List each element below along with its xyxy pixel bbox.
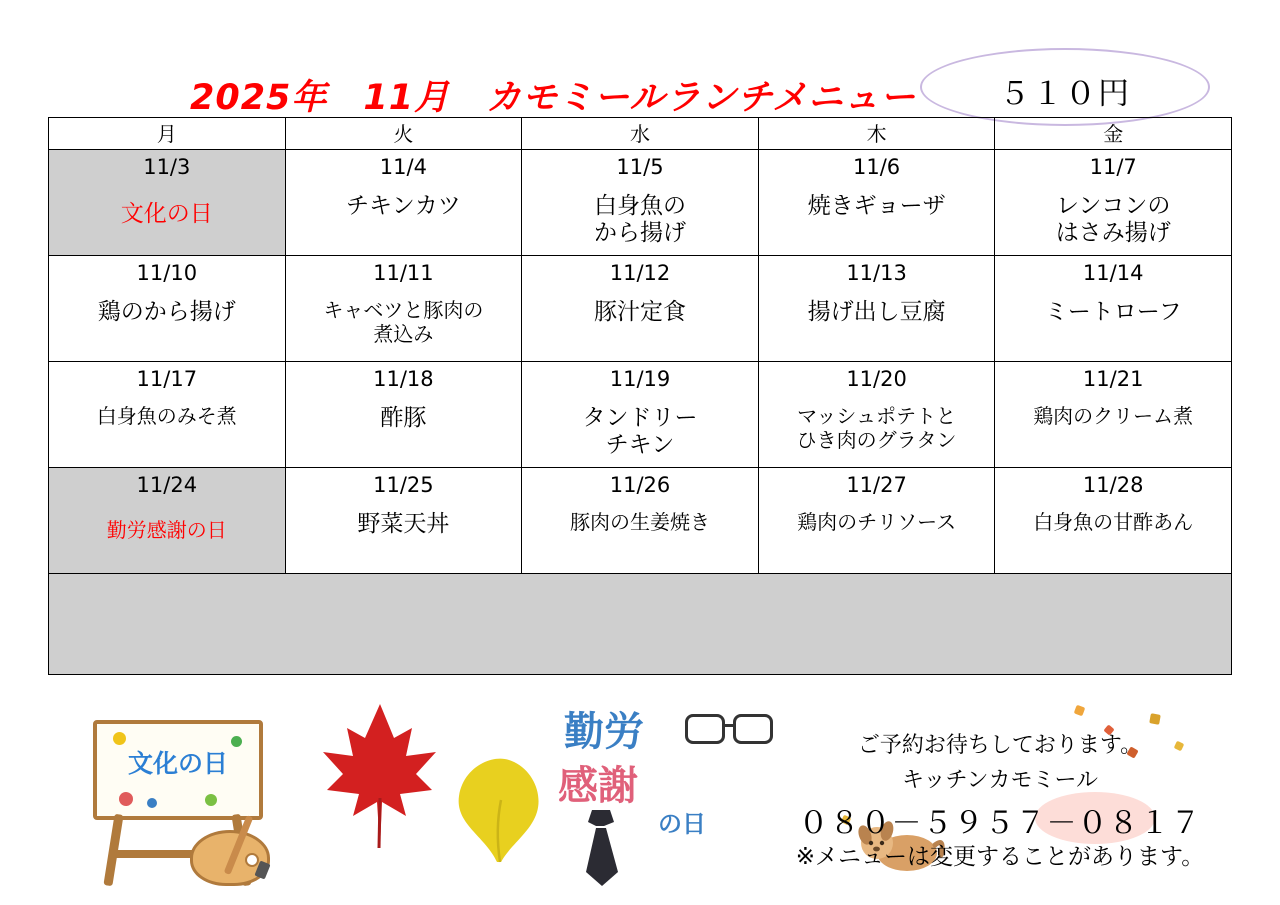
menu-cell-tue-week2	[285, 256, 522, 362]
cell-holiday-label: 文化の日	[120, 201, 213, 227]
cell-date: 11/12	[609, 261, 671, 285]
cell-dish-name: 豚汁定食	[593, 299, 686, 325]
menu-change-note: ※メニューは変更することがあります。	[795, 844, 1205, 870]
price-text: ５１０円	[999, 76, 1131, 112]
menu-cell-wed-week4	[522, 468, 759, 574]
cell-date: 11/4	[379, 155, 427, 179]
culture-day-easel-icon	[85, 710, 280, 885]
column-header-wed: 水	[522, 118, 759, 150]
table-header-row	[49, 118, 1232, 150]
cell-date: 11/13	[846, 261, 907, 285]
table-row	[49, 362, 1232, 468]
paint-dot	[119, 792, 133, 806]
cell-date: 11/6	[852, 155, 901, 179]
table-body	[49, 150, 1232, 675]
cell-date: 11/20	[846, 367, 907, 391]
cell-dish-name: 鶏肉のクリーム煮	[1033, 404, 1194, 428]
table-row	[49, 468, 1232, 574]
page-title: 2025年 11月 カモミールランチメニュー	[190, 78, 917, 118]
cell-dish-name: 豚肉の生姜焼き	[569, 510, 710, 534]
glasses-bridge	[724, 724, 735, 727]
cell-dish-name: 揚げ出し豆腐	[807, 299, 946, 325]
glasses-lens-left	[685, 714, 725, 744]
page-header	[0, 30, 1280, 118]
cell-dish-name: チキンカツ	[346, 193, 461, 219]
cell-date: 11/19	[609, 367, 671, 391]
maple-leaf-icon	[320, 698, 440, 858]
cell-date: 11/14	[1082, 261, 1144, 285]
cell-date: 11/27	[846, 473, 907, 497]
menu-cell-fri-week4	[995, 468, 1232, 574]
reservation-line-1: ご予約お待ちしております。	[857, 733, 1143, 758]
cell-dish-name: 白身魚のみそ煮	[96, 404, 237, 428]
cell-date: 11/17	[136, 367, 198, 391]
cell-dish-name: キャベツと豚肉の 煮込み	[323, 298, 484, 346]
palette-thumbhole	[245, 853, 259, 867]
paint-dot	[113, 732, 126, 745]
table-empty-row	[49, 574, 1232, 675]
cell-date: 11/24	[136, 473, 198, 497]
kinro-kanji-2: 感謝	[558, 763, 638, 809]
cell-date: 11/3	[143, 155, 191, 179]
column-header-fri: 金	[995, 118, 1232, 150]
cell-date: 11/5	[616, 155, 664, 179]
cell-date: 11/11	[373, 261, 434, 285]
cell-date: 11/21	[1082, 367, 1144, 391]
cell-dish-name: ミートローフ	[1044, 299, 1182, 325]
menu-cell-tue-week3	[285, 362, 522, 468]
cell-date: 11/26	[609, 473, 671, 497]
menu-cell-fri-week1	[995, 150, 1232, 256]
menu-cell-mon-week2	[49, 256, 286, 362]
menu-cell-wed-week1	[522, 150, 759, 256]
menu-cell-thu-week1	[758, 150, 995, 256]
easel-board-text: 文化の日	[127, 749, 228, 778]
cell-dish-name: レンコンの はさみ揚げ	[1055, 193, 1171, 247]
kinro-kanji-1: 勤労	[564, 709, 644, 755]
empty-cell	[49, 574, 1232, 675]
kinro-kanji-3: の日	[658, 810, 706, 838]
cell-dish-name: 白身魚の から揚げ	[593, 193, 686, 247]
cell-dish-name: 白身魚の甘酢あん	[1033, 510, 1194, 534]
column-header-tue: 火	[285, 118, 522, 150]
cell-dish-name: 鶏のから揚げ	[97, 299, 236, 325]
cell-date: 11/10	[136, 261, 198, 285]
confetti-dot	[1074, 705, 1086, 717]
menu-cell-tue-week4	[285, 468, 522, 574]
menu-table	[48, 117, 1232, 675]
menu-cell-thu-week2	[758, 256, 995, 362]
menu-cell-tue-week1	[285, 150, 522, 256]
cell-dish-name: 焼きギョーザ	[807, 193, 946, 219]
reservation-block	[745, 728, 1255, 842]
cell-dish-name: マッシュポテトと ひき肉のグラタン	[796, 404, 957, 452]
paint-dot	[147, 798, 157, 808]
cell-date: 11/28	[1082, 473, 1144, 497]
cell-date: 11/25	[373, 473, 434, 497]
cell-date: 11/18	[373, 367, 434, 391]
table-row	[49, 150, 1232, 256]
menu-cell-fri-week3	[995, 362, 1232, 468]
cell-holiday-label: 勤労感謝の日	[106, 518, 227, 542]
column-header-mon: 月	[49, 118, 286, 150]
menu-cell-mon-week1	[49, 150, 286, 256]
ginkgo-leaf-icon	[445, 750, 555, 870]
menu-cell-fri-week2	[995, 256, 1232, 362]
cell-dish-name: 野菜天丼	[357, 511, 450, 537]
shop-name: キッチンカモミール	[901, 768, 1099, 793]
menu-cell-thu-week3	[758, 362, 995, 468]
table-row	[49, 256, 1232, 362]
cell-dish-name: 酢豚	[380, 405, 427, 431]
paint-dot	[231, 736, 242, 747]
page-footer	[0, 690, 1280, 905]
column-header-thu: 木	[758, 118, 995, 150]
cell-date: 11/7	[1089, 155, 1137, 179]
menu-cell-mon-week3	[49, 362, 286, 468]
confetti-dot	[1149, 713, 1161, 725]
menu-cell-mon-week4	[49, 468, 286, 574]
menu-cell-wed-week3	[522, 362, 759, 468]
paint-dot	[205, 794, 217, 806]
cell-dish-name: 鶏肉のチリソース	[797, 510, 957, 534]
phone-number: ０８０－５９５７－０８１７	[798, 806, 1202, 841]
cell-dish-name: タンドリー チキン	[582, 405, 698, 459]
menu-cell-thu-week4	[758, 468, 995, 574]
necktie-icon	[578, 808, 624, 888]
menu-cell-wed-week2	[522, 256, 759, 362]
